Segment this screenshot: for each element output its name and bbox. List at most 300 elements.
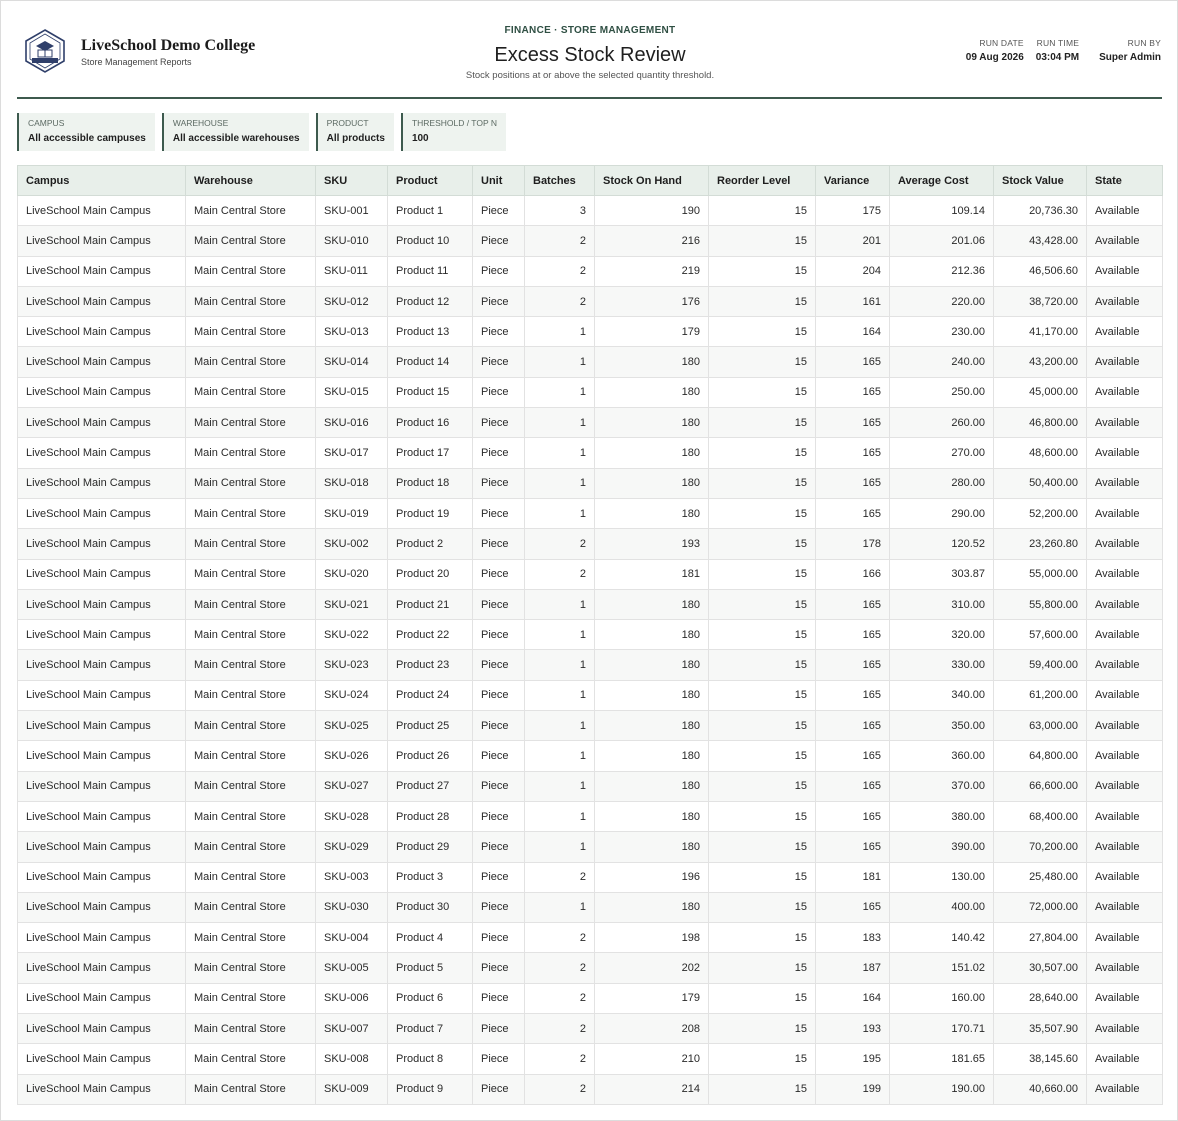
cell-batches: 2 [525,1044,595,1074]
column-header-batches: Batches [525,166,595,196]
cell-warehouse: Main Central Store [186,529,316,559]
cell-reorder-level: 15 [709,377,816,407]
cell-warehouse: Main Central Store [186,1014,316,1044]
cell-product: Product 19 [388,498,473,528]
cell-variance: 164 [816,317,890,347]
cell-variance: 165 [816,711,890,741]
cell-state: Available [1087,650,1163,680]
cell-product: Product 27 [388,771,473,801]
cell-variance: 165 [816,650,890,680]
cell-batches: 1 [525,438,595,468]
cell-warehouse: Main Central Store [186,801,316,831]
cell-stock-value: 68,400.00 [994,801,1087,831]
cell-stock-value: 38,720.00 [994,286,1087,316]
cell-warehouse: Main Central Store [186,832,316,862]
cell-product: Product 6 [388,983,473,1013]
cell-product: Product 13 [388,317,473,347]
filter-value: All products [326,133,385,144]
cell-sku: SKU-021 [316,589,388,619]
filter-warehouse [162,113,309,151]
cell-campus: LiveSchool Main Campus [18,923,186,953]
cell-stock-value: 20,736.30 [994,196,1087,226]
cell-average-cost: 230.00 [890,317,994,347]
cell-batches: 2 [525,559,595,589]
cell-average-cost: 120.52 [890,529,994,559]
cell-average-cost: 310.00 [890,589,994,619]
cell-batches: 1 [525,468,595,498]
run-time-value: 03:04 PM [1035,52,1080,63]
report-heading [390,25,790,81]
cell-batches: 3 [525,196,595,226]
cell-batches: 2 [525,953,595,983]
cell-variance: 204 [816,256,890,286]
cell-sku: SKU-018 [316,468,388,498]
cell-variance: 165 [816,498,890,528]
header-divider [17,97,1162,99]
cell-batches: 1 [525,347,595,377]
cell-stock-value: 61,200.00 [994,680,1087,710]
cell-campus: LiveSchool Main Campus [18,771,186,801]
filter-label: CAMPUS [28,118,65,128]
cell-unit: Piece [473,953,525,983]
cell-sku: SKU-013 [316,317,388,347]
cell-stock-value: 43,200.00 [994,347,1087,377]
filter-value: All accessible warehouses [172,133,300,144]
cell-campus: LiveSchool Main Campus [18,862,186,892]
cell-warehouse: Main Central Store [186,923,316,953]
cell-batches: 2 [525,226,595,256]
table-row [18,468,1163,498]
cell-campus: LiveSchool Main Campus [18,620,186,650]
cell-batches: 1 [525,771,595,801]
org-subtitle: Store Management Reports [81,56,192,67]
cell-reorder-level: 15 [709,468,816,498]
cell-batches: 1 [525,741,595,771]
cell-stock-on-hand: 193 [595,529,709,559]
cell-campus: LiveSchool Main Campus [18,892,186,922]
cell-state: Available [1087,620,1163,650]
cell-stock-value: 50,400.00 [994,468,1087,498]
cell-warehouse: Main Central Store [186,862,316,892]
cell-warehouse: Main Central Store [186,286,316,316]
cell-reorder-level: 15 [709,620,816,650]
table-row [18,347,1163,377]
cell-variance: 165 [816,438,890,468]
cell-product: Product 29 [388,832,473,862]
cell-average-cost: 140.42 [890,923,994,953]
table-row [18,680,1163,710]
cell-warehouse: Main Central Store [186,892,316,922]
cell-sku: SKU-010 [316,226,388,256]
cell-campus: LiveSchool Main Campus [18,256,186,286]
table-row [18,983,1163,1013]
table-row [18,832,1163,862]
cell-average-cost: 250.00 [890,377,994,407]
cell-batches: 1 [525,377,595,407]
cell-product: Product 9 [388,1074,473,1104]
cell-stock-value: 55,800.00 [994,589,1087,619]
cell-campus: LiveSchool Main Campus [18,347,186,377]
cell-average-cost: 260.00 [890,408,994,438]
cell-batches: 2 [525,1074,595,1104]
cell-average-cost: 220.00 [890,286,994,316]
cell-state: Available [1087,711,1163,741]
cell-average-cost: 109.14 [890,196,994,226]
cell-stock-value: 46,506.60 [994,256,1087,286]
cell-campus: LiveSchool Main Campus [18,1044,186,1074]
cell-product: Product 8 [388,1044,473,1074]
cell-unit: Piece [473,226,525,256]
cell-state: Available [1087,983,1163,1013]
cell-reorder-level: 15 [709,1014,816,1044]
cell-stock-value: 64,800.00 [994,741,1087,771]
cell-sku: SKU-008 [316,1044,388,1074]
cell-stock-on-hand: 180 [595,589,709,619]
cell-sku: SKU-014 [316,347,388,377]
cell-unit: Piece [473,317,525,347]
cell-average-cost: 270.00 [890,438,994,468]
cell-reorder-level: 15 [709,408,816,438]
cell-stock-on-hand: 180 [595,498,709,528]
cell-variance: 183 [816,923,890,953]
cell-product: Product 18 [388,468,473,498]
cell-variance: 165 [816,620,890,650]
cell-variance: 178 [816,529,890,559]
cell-state: Available [1087,771,1163,801]
cell-warehouse: Main Central Store [186,741,316,771]
cell-unit: Piece [473,468,525,498]
cell-unit: Piece [473,862,525,892]
cell-variance: 165 [816,377,890,407]
cell-unit: Piece [473,711,525,741]
cell-stock-on-hand: 180 [595,832,709,862]
cell-product: Product 1 [388,196,473,226]
cell-batches: 2 [525,923,595,953]
cell-reorder-level: 15 [709,256,816,286]
cell-state: Available [1087,953,1163,983]
cell-stock-on-hand: 179 [595,317,709,347]
cell-warehouse: Main Central Store [186,589,316,619]
column-header-product: Product [388,166,473,196]
cell-warehouse: Main Central Store [186,468,316,498]
cell-stock-value: 45,000.00 [994,377,1087,407]
cell-stock-on-hand: 176 [595,286,709,316]
cell-average-cost: 330.00 [890,650,994,680]
table-row [18,620,1163,650]
cell-unit: Piece [473,347,525,377]
org-name: LiveSchool Demo College [81,36,256,54]
cell-stock-value: 66,600.00 [994,771,1087,801]
cell-sku: SKU-022 [316,620,388,650]
cell-warehouse: Main Central Store [186,347,316,377]
cell-campus: LiveSchool Main Campus [18,741,186,771]
cell-average-cost: 320.00 [890,620,994,650]
cell-sku: SKU-024 [316,680,388,710]
cell-stock-on-hand: 180 [595,741,709,771]
cell-campus: LiveSchool Main Campus [18,589,186,619]
cell-stock-value: 38,145.60 [994,1044,1087,1074]
cell-campus: LiveSchool Main Campus [18,377,186,407]
cell-state: Available [1087,680,1163,710]
cell-average-cost: 130.00 [890,862,994,892]
cell-stock-on-hand: 180 [595,347,709,377]
cell-state: Available [1087,377,1163,407]
cell-stock-on-hand: 180 [595,620,709,650]
column-header-stock-value: Stock Value [994,166,1087,196]
cell-batches: 1 [525,832,595,862]
cell-sku: SKU-026 [316,741,388,771]
table-row [18,1014,1163,1044]
cell-reorder-level: 15 [709,438,816,468]
excess-stock-table [17,165,1163,1105]
cell-variance: 187 [816,953,890,983]
cell-average-cost: 380.00 [890,801,994,831]
cell-batches: 2 [525,1014,595,1044]
cell-campus: LiveSchool Main Campus [18,559,186,589]
page-title: Excess Stock Review [494,44,686,66]
cell-stock-on-hand: 180 [595,680,709,710]
cell-reorder-level: 15 [709,680,816,710]
cell-stock-value: 72,000.00 [994,892,1087,922]
column-header-state: State [1087,166,1163,196]
cell-variance: 165 [816,347,890,377]
table-row [18,923,1163,953]
cell-stock-value: 59,400.00 [994,650,1087,680]
cell-average-cost: 151.02 [890,953,994,983]
cell-campus: LiveSchool Main Campus [18,1074,186,1104]
cell-stock-on-hand: 216 [595,226,709,256]
cell-unit: Piece [473,771,525,801]
cell-stock-value: 43,428.00 [994,226,1087,256]
cell-warehouse: Main Central Store [186,771,316,801]
cell-product: Product 10 [388,226,473,256]
cell-sku: SKU-001 [316,196,388,226]
cell-state: Available [1087,862,1163,892]
table-row [18,529,1163,559]
cell-sku: SKU-020 [316,559,388,589]
run-time-label: RUN TIME [1036,38,1080,48]
cell-batches: 1 [525,589,595,619]
cell-variance: 165 [816,589,890,619]
cell-state: Available [1087,1044,1163,1074]
cell-campus: LiveSchool Main Campus [18,317,186,347]
cell-campus: LiveSchool Main Campus [18,650,186,680]
cell-product: Product 21 [388,589,473,619]
column-header-warehouse: Warehouse [186,166,316,196]
run-metadata [966,38,1161,63]
table-row [18,498,1163,528]
cell-reorder-level: 15 [709,741,816,771]
table-row [18,286,1163,316]
cell-sku: SKU-004 [316,923,388,953]
cell-average-cost: 400.00 [890,892,994,922]
cell-average-cost: 390.00 [890,832,994,862]
cell-stock-value: 41,170.00 [994,317,1087,347]
cell-sku: SKU-028 [316,801,388,831]
cell-sku: SKU-009 [316,1074,388,1104]
table-row [18,196,1163,226]
cell-stock-on-hand: 190 [595,196,709,226]
cell-variance: 181 [816,862,890,892]
cell-reorder-level: 15 [709,529,816,559]
cell-sku: SKU-007 [316,1014,388,1044]
cell-unit: Piece [473,832,525,862]
cell-variance: 199 [816,1074,890,1104]
cell-state: Available [1087,438,1163,468]
page-subtitle: Stock positions at or above the selected quantity threshold. [465,70,715,81]
cell-variance: 165 [816,468,890,498]
filter-product [316,113,394,151]
cell-reorder-level: 15 [709,832,816,862]
cell-state: Available [1087,1014,1163,1044]
cell-warehouse: Main Central Store [186,498,316,528]
cell-variance: 165 [816,892,890,922]
column-header-unit: Unit [473,166,525,196]
cell-average-cost: 201.06 [890,226,994,256]
cell-state: Available [1087,892,1163,922]
column-header-reorder-level: Reorder Level [709,166,816,196]
cell-unit: Piece [473,498,525,528]
cell-stock-on-hand: 180 [595,801,709,831]
cell-variance: 195 [816,1044,890,1074]
cell-stock-on-hand: 198 [595,923,709,953]
cell-campus: LiveSchool Main Campus [18,408,186,438]
cell-stock-on-hand: 181 [595,559,709,589]
table-row [18,559,1163,589]
cell-reorder-level: 15 [709,498,816,528]
table-row [18,438,1163,468]
cell-unit: Piece [473,1014,525,1044]
cell-warehouse: Main Central Store [186,1044,316,1074]
table-row [18,650,1163,680]
cell-campus: LiveSchool Main Campus [18,711,186,741]
cell-sku: SKU-002 [316,529,388,559]
cell-unit: Piece [473,892,525,922]
cell-campus: LiveSchool Main Campus [18,196,186,226]
run-date [966,38,1024,63]
cell-batches: 1 [525,801,595,831]
cell-product: Product 22 [388,620,473,650]
cell-stock-value: 25,480.00 [994,862,1087,892]
cell-product: Product 16 [388,408,473,438]
run-by [1099,38,1161,63]
cell-unit: Piece [473,559,525,589]
column-header-campus: Campus [18,166,186,196]
cell-sku: SKU-016 [316,408,388,438]
cell-unit: Piece [473,1074,525,1104]
cell-reorder-level: 15 [709,196,816,226]
cell-unit: Piece [473,256,525,286]
table-body [18,196,1163,1105]
cell-product: Product 30 [388,892,473,922]
cell-sku: SKU-003 [316,862,388,892]
cell-sku: SKU-019 [316,498,388,528]
cell-batches: 1 [525,650,595,680]
cell-warehouse: Main Central Store [186,438,316,468]
cell-product: Product 11 [388,256,473,286]
cell-batches: 2 [525,862,595,892]
cell-product: Product 20 [388,559,473,589]
cell-stock-value: 30,507.00 [994,953,1087,983]
cell-state: Available [1087,468,1163,498]
cell-stock-on-hand: 180 [595,468,709,498]
cell-campus: LiveSchool Main Campus [18,832,186,862]
cell-stock-value: 63,000.00 [994,711,1087,741]
cell-stock-on-hand: 214 [595,1074,709,1104]
stock-table-container [17,165,1162,1105]
cell-state: Available [1087,498,1163,528]
cell-stock-on-hand: 180 [595,377,709,407]
cell-reorder-level: 15 [709,1044,816,1074]
table-row [18,377,1163,407]
cell-reorder-level: 15 [709,347,816,377]
cell-state: Available [1087,286,1163,316]
cell-unit: Piece [473,983,525,1013]
cell-sku: SKU-017 [316,438,388,468]
cell-batches: 1 [525,498,595,528]
cell-warehouse: Main Central Store [186,256,316,286]
cell-campus: LiveSchool Main Campus [18,286,186,316]
cell-batches: 1 [525,892,595,922]
cell-warehouse: Main Central Store [186,226,316,256]
college-crest-icon [23,28,67,74]
table-row [18,317,1163,347]
cell-campus: LiveSchool Main Campus [18,226,186,256]
cell-sku: SKU-011 [316,256,388,286]
cell-stock-value: 70,200.00 [994,832,1087,862]
cell-unit: Piece [473,801,525,831]
cell-product: Product 15 [388,377,473,407]
cell-batches: 2 [525,256,595,286]
cell-variance: 161 [816,286,890,316]
cell-product: Product 7 [388,1014,473,1044]
cell-sku: SKU-027 [316,771,388,801]
cell-state: Available [1087,589,1163,619]
cell-stock-value: 57,600.00 [994,620,1087,650]
cell-sku: SKU-005 [316,953,388,983]
cell-sku: SKU-023 [316,650,388,680]
column-header-average-cost: Average Cost [890,166,994,196]
cell-variance: 164 [816,983,890,1013]
table-row [18,1074,1163,1104]
cell-unit: Piece [473,620,525,650]
cell-unit: Piece [473,529,525,559]
cell-unit: Piece [473,923,525,953]
cell-state: Available [1087,256,1163,286]
filter-threshold [401,113,506,151]
cell-reorder-level: 15 [709,226,816,256]
brand-block [23,28,255,74]
cell-stock-on-hand: 179 [595,983,709,1013]
cell-unit: Piece [473,286,525,316]
cell-average-cost: 350.00 [890,711,994,741]
cell-unit: Piece [473,408,525,438]
cell-sku: SKU-006 [316,983,388,1013]
cell-product: Product 2 [388,529,473,559]
cell-campus: LiveSchool Main Campus [18,1014,186,1044]
cell-product: Product 4 [388,923,473,953]
cell-stock-on-hand: 208 [595,1014,709,1044]
cell-variance: 165 [816,408,890,438]
cell-state: Available [1087,196,1163,226]
cell-stock-value: 46,800.00 [994,408,1087,438]
cell-average-cost: 290.00 [890,498,994,528]
table-row [18,771,1163,801]
table-row [18,711,1163,741]
run-time [1036,38,1079,63]
cell-campus: LiveSchool Main Campus [18,983,186,1013]
cell-stock-value: 28,640.00 [994,983,1087,1013]
